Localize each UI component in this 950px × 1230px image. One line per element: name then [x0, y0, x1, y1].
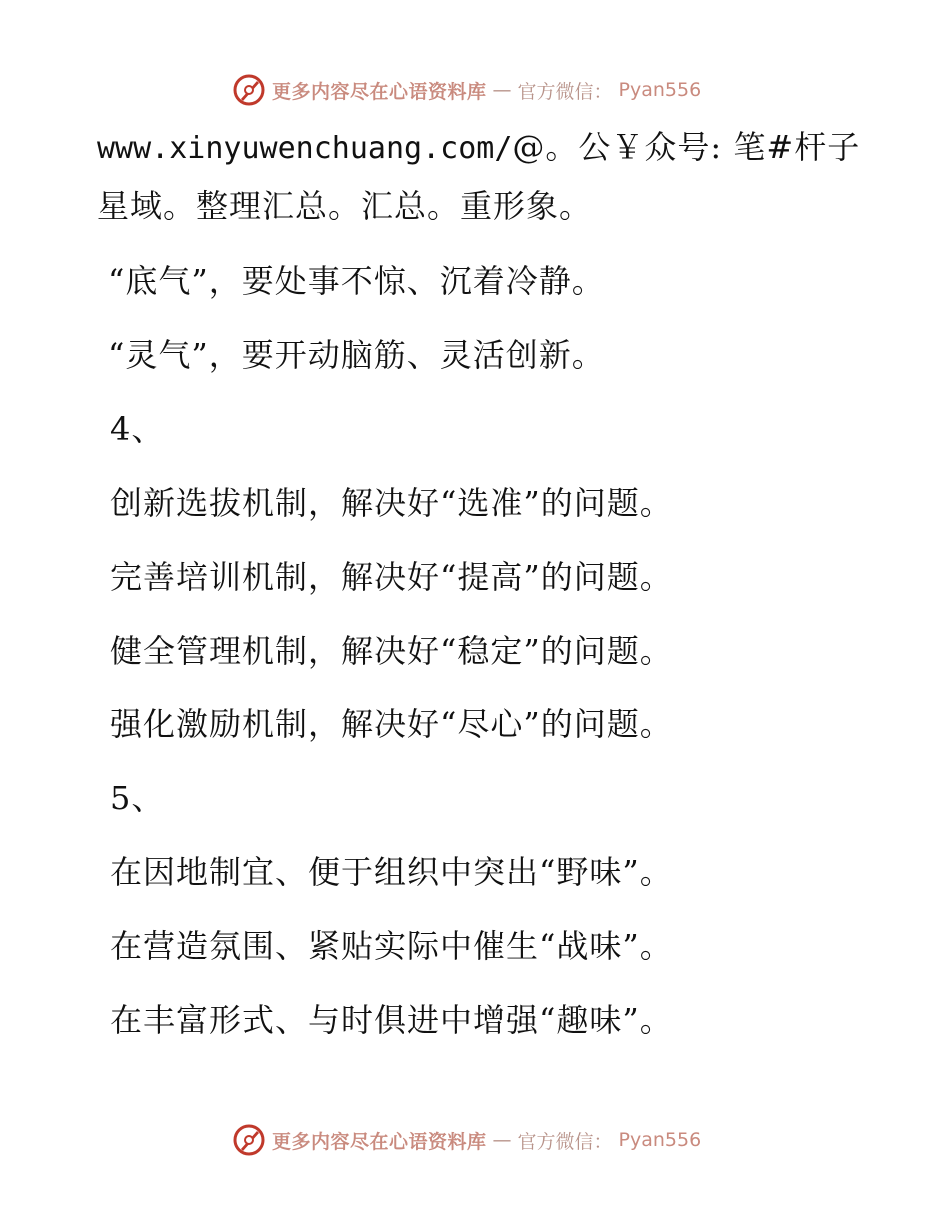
text-line-4: “灵气”，要开动脑筋、灵活创新。	[108, 336, 605, 374]
header-wechat-id: Pyan556	[618, 79, 702, 101]
footer-wechat-id: Pyan556	[618, 1129, 702, 1151]
footer-brand-text: 更多内容尽在心语资料库	[272, 1130, 487, 1153]
header-brand-text: 更多内容尽在心语资料库	[272, 80, 487, 103]
header-wechat-label: 官方微信：	[517, 80, 613, 103]
footer-banner	[232, 1120, 701, 1160]
list-item-5-2: 在营造氛围、紧贴实际中催生“战味”。	[110, 927, 673, 965]
list-item-4-1: 创新选拔机制，解决好“选准”的问题。	[110, 484, 673, 522]
header-banner	[232, 70, 701, 110]
text-line-1-rest: @。公￥众号: 笔#杆子	[512, 128, 861, 166]
website-url: www.xinyuwenchuang.com/	[97, 131, 513, 166]
text-line-2: 星域。整理汇总。汇总。重形象。	[97, 187, 593, 225]
section-heading-5: 5、	[110, 779, 165, 817]
footer-wechat-label: 官方微信：	[517, 1130, 613, 1153]
footer-dash: —	[492, 1129, 512, 1151]
header-dash: —	[492, 79, 512, 101]
list-item-5-1: 在因地制宜、便于组织中突出“野味”。	[110, 853, 673, 891]
text-line-1	[97, 127, 860, 169]
pen-logo-icon	[232, 1123, 266, 1157]
list-item-4-4: 强化激励机制，解决好“尽心”的问题。	[110, 705, 673, 743]
section-heading-4: 4、	[110, 410, 165, 448]
list-item-4-2: 完善培训机制，解决好“提高”的问题。	[110, 558, 673, 596]
text-line-3: “底气”，要处事不惊、沉着冷静。	[108, 262, 605, 300]
list-item-5-3: 在丰富形式、与时俱进中增强“趣味”。	[110, 1001, 673, 1039]
pen-logo-icon	[232, 73, 266, 107]
list-item-4-3: 健全管理机制，解决好“稳定”的问题。	[110, 632, 673, 670]
